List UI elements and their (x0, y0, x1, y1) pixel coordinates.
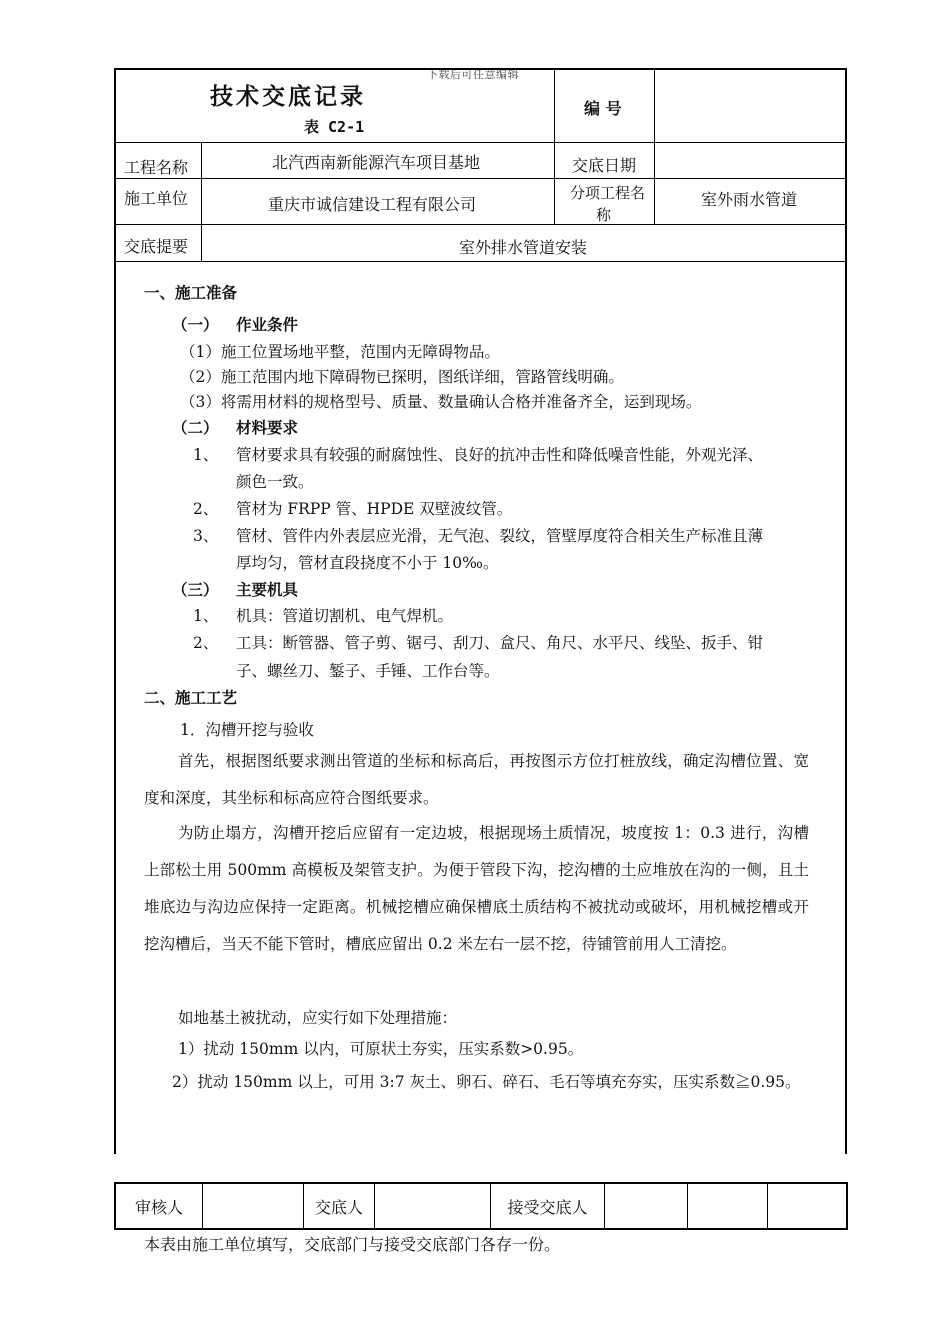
footer-note: 本表由施工单位填写，交底部门与接受交底部门各存一份。 (144, 1235, 561, 1254)
sub-project-label-line1: 分项工程名 (570, 184, 646, 202)
receiver-field-1[interactable] (605, 1184, 687, 1228)
condition-item-1: （1）施工位置场地平整，范围内无障碍物品。 (180, 343, 500, 361)
equipment-item-2-num: 2、 (193, 634, 219, 652)
paragraph-3: 如地基土被扰动，应实行如下处理措施： (178, 1009, 458, 1027)
presenter-label: 交底人 (314, 1197, 363, 1217)
condition-item-2: （2）施工范围内地下障碍物已探明，图纸详细，管路管线明确。 (180, 368, 624, 386)
project-name-label: 工程名称 (124, 158, 189, 177)
equipment-item-1-line1: 机具：管道切割机、电气焊机。 (236, 607, 454, 625)
col-divider-label (201, 143, 202, 261)
paragraph-1: 首先，根据图纸要求测出管道的坐标和标高后，再按图示方位打桩放线，确定沟槽位置、宽度和深度，其坐标和标高应符合图纸要求。 (144, 752, 809, 807)
presenter-field[interactable] (375, 1184, 490, 1228)
condition-item-3: （3）将需用材料的规格型号、质量、数量确认合格并准备齐全，运到现场。 (180, 393, 702, 411)
section-1-1-title: 作业条件 (236, 316, 299, 334)
row-divider-2 (114, 224, 847, 225)
paragraph-4: 1）扰动 150mm 以内，可原状土夯实，压实系数>0.95。 (178, 1040, 584, 1058)
summary-text: 室外排水管道安装 (459, 238, 588, 257)
section-1-3-num: （三） (172, 581, 219, 599)
date-label: 交底日期 (572, 156, 637, 175)
receiver-label: 接受交底人 (507, 1197, 588, 1217)
material-item-1-line1: 管材要求具有较强的耐腐蚀性、良好的抗冲击性和降低噪音性能，外观光泽、 (236, 446, 764, 464)
number-label: 编 号 (584, 99, 622, 118)
section-2-1-title: 1．沟槽开挖与验收 (180, 721, 314, 739)
material-item-1-line2: 颜色一致。 (236, 473, 314, 491)
paragraph-5: 2）扰动 150mm 以上，可用 3:7 灰土、卵石、碎石、毛石等填充夯实，压实系数≧0.95。 (172, 1073, 801, 1091)
receiver-field-2[interactable] (688, 1184, 767, 1228)
paragraph-2: 为防止塌方，沟槽开挖后应留有一定边坡，根据现场土质情况，坡度按 1：0.3 进行，沟槽上部松土用 500mm 高模板及架管支护。为便于管段下沟，挖沟槽的土应堆放在沟的一侧，且土堆底边与沟边应保持一定距离。机械挖槽应确保槽底土质结构不被扰动或破坏，用机械挖槽或开挖沟槽后，当天不能下管时，槽底应留出 0.2 米左右一层不挖，待铺管前用人工清挖。 (144, 824, 809, 953)
col-divider-right (654, 70, 655, 224)
col-divider-mid (554, 70, 555, 224)
reviewer-label: 审核人 (134, 1197, 183, 1217)
summary-label: 交底提要 (124, 237, 189, 256)
section-1-2-num: （二） (172, 419, 219, 437)
sub-project-name: 室外雨水管道 (701, 190, 798, 209)
row-divider-1 (114, 178, 847, 179)
equipment-item-2-line2: 子、螺丝刀、錾子、手锤、工作台等。 (236, 662, 500, 680)
material-item-3-line1: 管材、管件内外表层应光滑，无气泡、裂纹，管壁厚度符合相关生产标准且薄 (236, 527, 764, 545)
form-code: 表 C2-1 (304, 118, 365, 136)
material-item-3-num: 3、 (193, 527, 219, 545)
equipment-item-2-line1: 工具：断管器、管子剪、锯弓、刮刀、盒尺、角尺、水平尺、线坠、扳手、钳 (236, 634, 764, 652)
material-item-1-num: 1、 (193, 446, 219, 464)
material-item-3-line2: 厚均匀，管材直段挠度不小于 10‰。 (236, 554, 499, 572)
material-item-2-num: 2、 (193, 500, 219, 518)
section-1-3-title: 主要机具 (236, 581, 299, 599)
section-1-1-num: （一） (172, 316, 219, 334)
section-1-2-title: 材料要求 (236, 419, 299, 437)
equipment-item-1-num: 1、 (193, 607, 219, 625)
reviewer-field[interactable] (203, 1184, 303, 1228)
form-frame (114, 68, 847, 1154)
project-name: 北汽西南新能源汽车项目基地 (272, 153, 481, 172)
watermark: 下载后可任意编辑 (427, 68, 519, 81)
material-item-2-line1: 管材为 FRPP 管、HPDE 双壁波纹管。 (236, 500, 513, 518)
unit-name: 重庆市诚信建设工程有限公司 (268, 195, 477, 214)
section-2-title: 二、施工工艺 (144, 689, 238, 707)
form-title: 技术交底记录 (210, 84, 366, 110)
receiver-field-3[interactable] (768, 1184, 846, 1228)
unit-label: 施工单位 (124, 189, 189, 208)
row-divider-3 (114, 261, 847, 262)
header-divider (114, 142, 847, 143)
section-1-title: 一、施工准备 (144, 284, 238, 302)
signature-table (114, 1182, 848, 1230)
sub-project-label-line2: 称 (596, 206, 612, 224)
